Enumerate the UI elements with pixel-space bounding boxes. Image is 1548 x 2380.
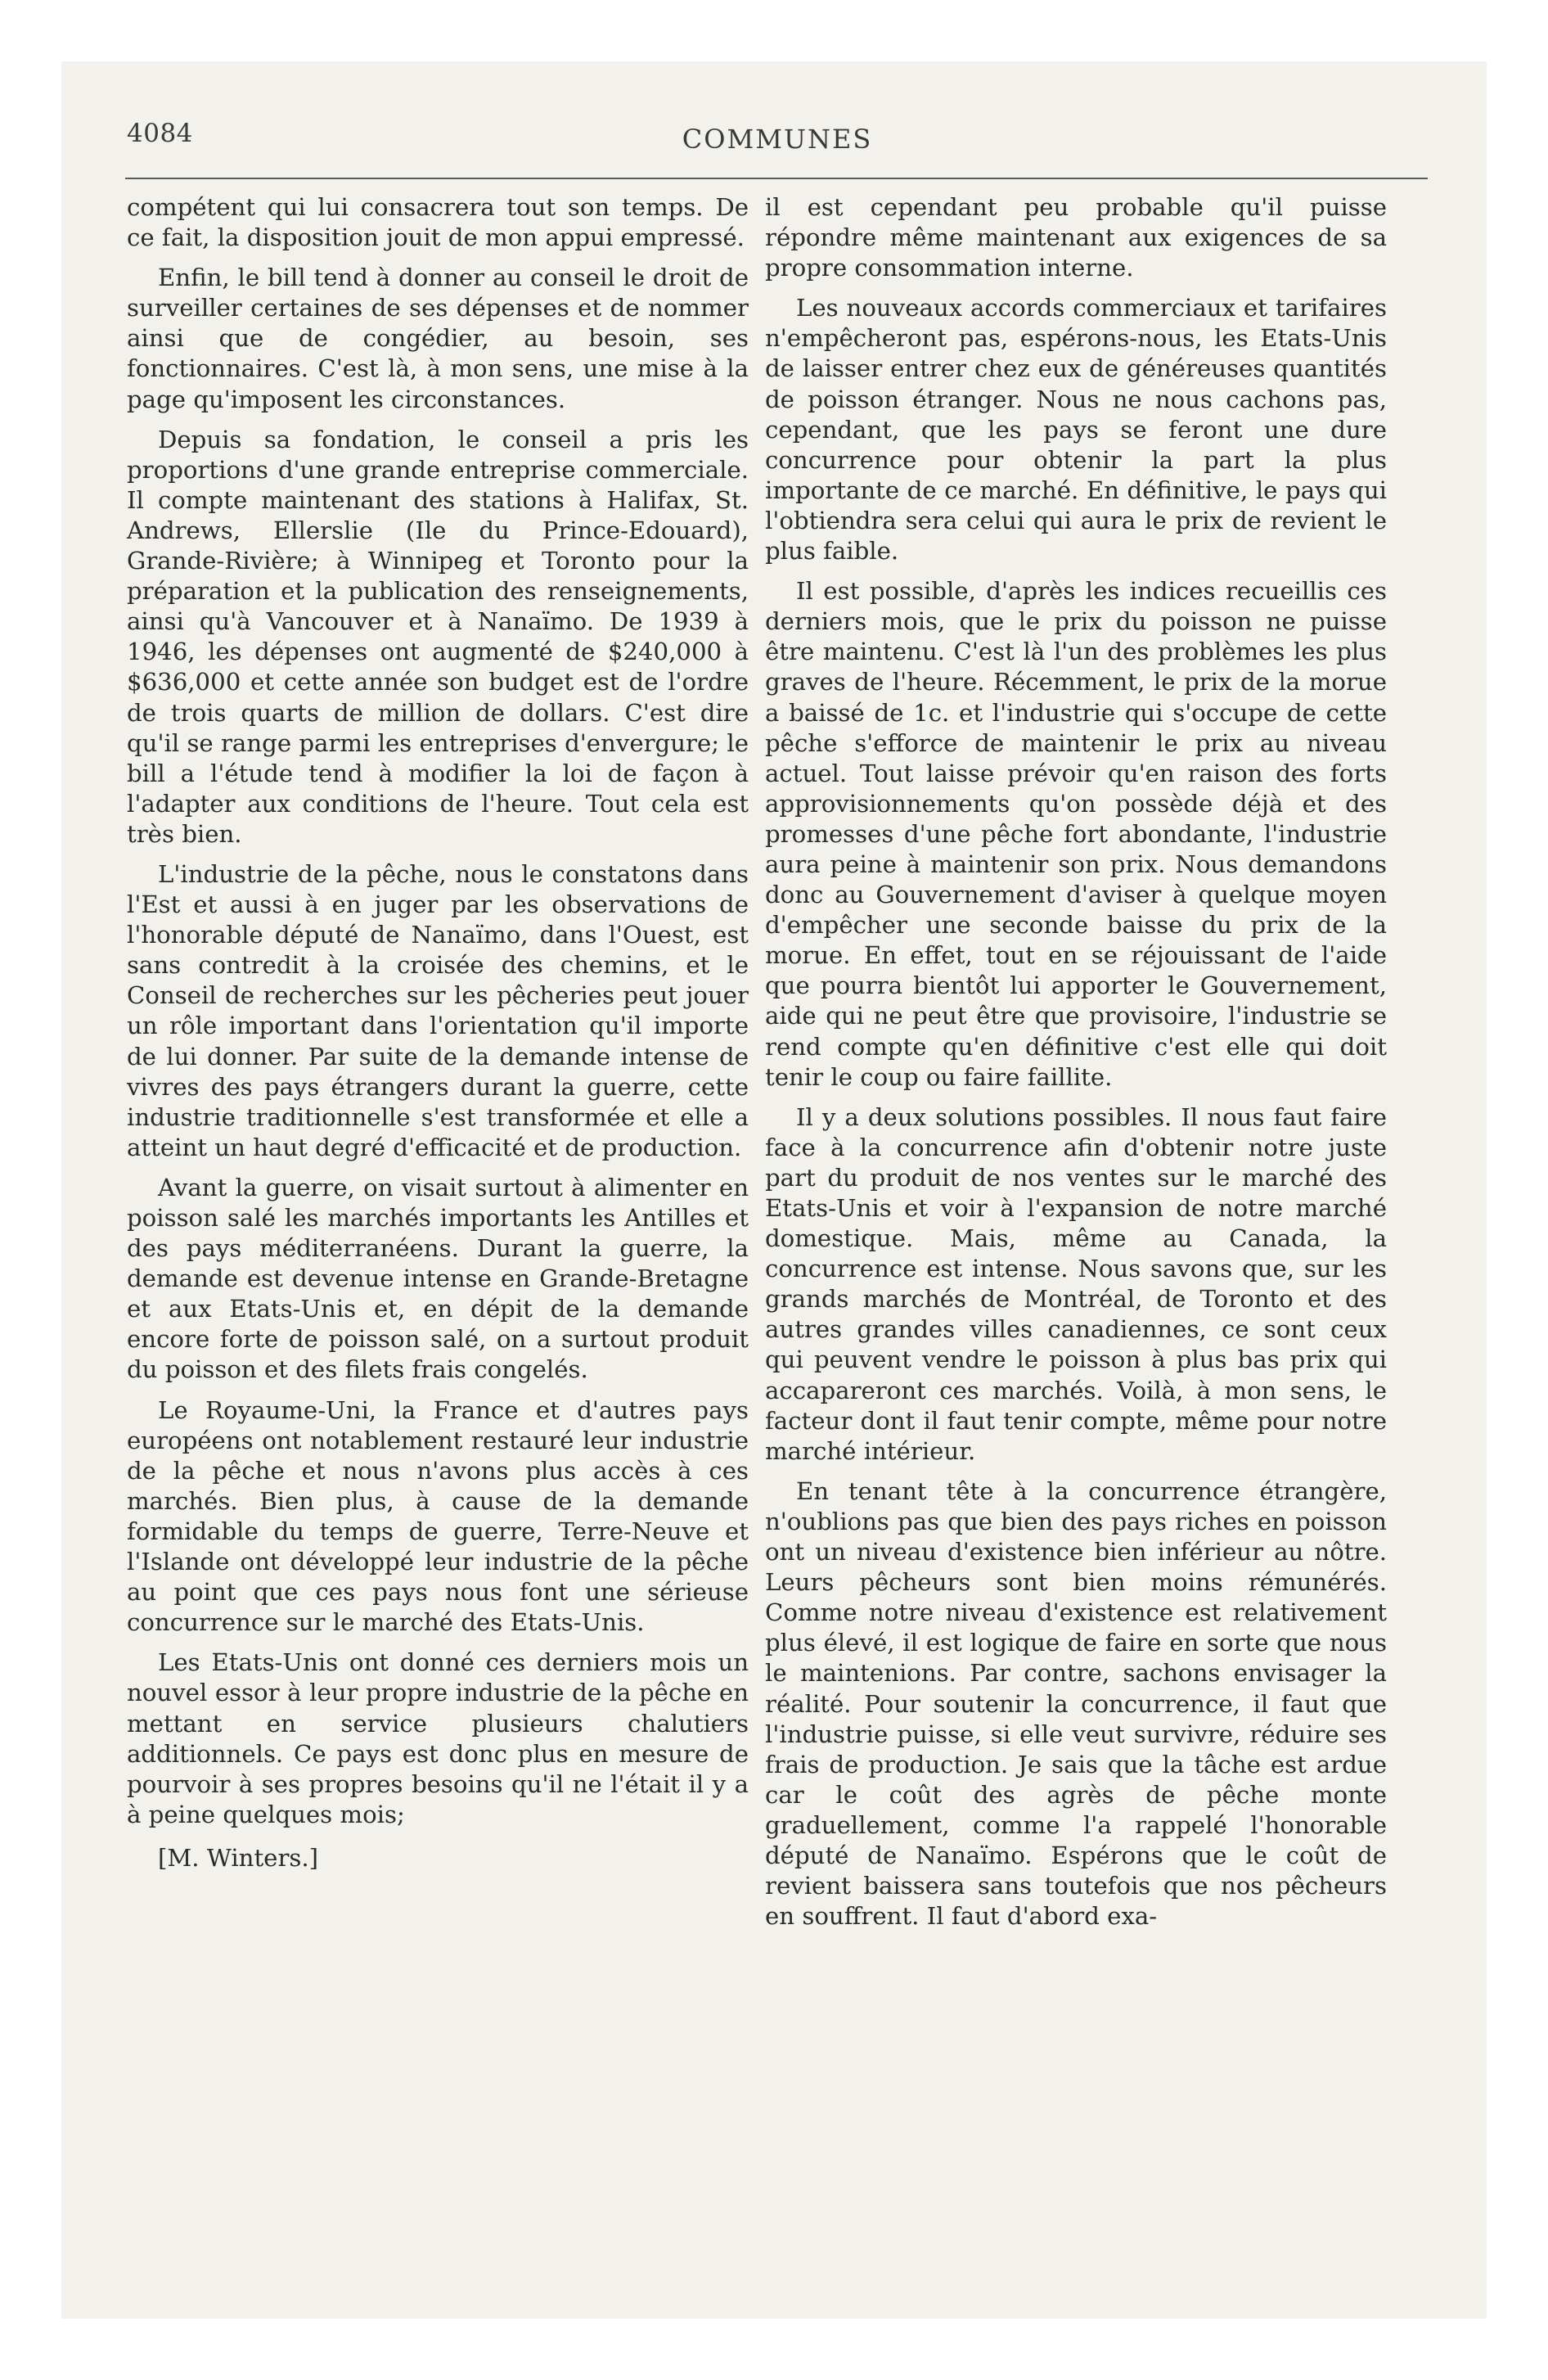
paragraph: Il est possible, d'après les indices recueillis ces derniers mois, que le prix du poisson ne puisse être maintenu. C'est là l'un des problèmes les plus graves de l'heure. Récemment, le prix de la morue a baissé de 1c. et l'industrie qui s'occupe de cette pêche s'efforce de maintenir le prix au niveau actuel. Tout laisse prévoir qu'en raison des forts approvisionnements qu'on possède déjà et des promesses d'une pêche fort abondante, l'industrie aura peine à maintenir son prix. Nous demandons donc au Gouvernement d'aviser à quelque moyen d'empêcher une seconde baisse du prix de la morue. En effet, tout en se réjouissant de l'aide que pourra bientôt lui apporter le Gouvernement, aide qui ne peut être que provisoire, l'industrie se rend compte qu'en définitive c'est elle qui doit tenir le coup ou faire faillite. [765, 577, 1387, 1091]
page-title: COMMUNES [682, 124, 873, 155]
paragraph: L'industrie de la pêche, nous le constatons dans l'Est et aussi à en juger par les observations de l'honorable député de Nanaïmo, dans l'Ouest, est sans contredit à la croisée des chemins, et le Conseil de recherches sur les pêcheries peut jouer un rôle important dans l'orientation qu'il importe de lui donner. Par suite de la demande intense de vivres des pays étrangers durant la guerre, cette industrie traditionnelle s'est transformée et elle a atteint un haut degré d'efficacité et de production. [127, 859, 749, 1161]
paragraph: compétent qui lui consacrera tout son temps. De ce fait, la disposition jouit de mon appui empressé. [127, 193, 749, 252]
paragraph: Les Etats-Unis ont donné ces derniers mois un nouvel essor à leur propre industrie de la pêche en mettant en service plusieurs chalutiers additionnels. Ce pays est donc plus en mesure de pourvoir à ses propres besoins qu'il ne l'était il y a à peine quelques mois; [127, 1648, 749, 1828]
header-rule [125, 178, 1428, 179]
paragraph: il est cependant peu probable qu'il puisse répondre même maintenant aux exigences de sa propre consommation interne. [765, 193, 1387, 282]
left-column [127, 192, 749, 1873]
right-column [765, 192, 1387, 1941]
paragraph: Les nouveaux accords commerciaux et tarifaires n'empêcheront pas, espérons-nous, les Etats-Unis de laisser entrer chez eux de généreuses quantités de poisson étranger. Nous ne nous cachons pas, cependant, que les pays se feront une dure concurrence pour obtenir la part la plus importante de ce marché. En définitive, le pays qui l'obtiendra sera celui qui aura le prix de revient le plus faible. [765, 294, 1387, 566]
paragraph: Le Royaume-Uni, la France et d'autres pays européens ont notablement restauré leur industrie de la pêche et nous n'avons plus accès à ces marchés. Bien plus, à cause de la demande formidable du temps de guerre, Terre-Neuve et l'Islande ont développé leur industrie de la pêche au point que ces pays nous font une sérieuse concurrence sur le marché des Etats-Unis. [127, 1395, 749, 1637]
speaker-attribution: [M. Winters.] [158, 1843, 319, 1872]
paragraph: Enfin, le bill tend à donner au conseil le droit de surveiller certaines de ses dépenses et de nommer ainsi que de congédier, au besoin, ses fonctionnaires. C'est là, à mon sens, une mise à la page qu'imposent les circonstances. [127, 264, 749, 413]
page-number: 4084 [127, 119, 193, 148]
paragraph: Depuis sa fondation, le conseil a pris les proportions d'une grande entreprise commerciale. Il compte maintenant des stations à Halifax, St. Andrews, Ellerslie (Ile du Prince-Edouard), Grande-Rivière; à Winnipeg et Toronto pour la préparation et la publication des renseignements, ainsi qu'à Vancouver et à Nanaïmo. De 1939 à 1946, les dépenses ont augmenté de $240,000 à $636,000 et cette année son budget est de l'ordre de trois quarts de million de dollars. C'est dire qu'il se range parmi les entreprises d'envergure; le bill a l'étude tend à modifier la loi de façon à l'adapter aux conditions de l'heure. Tout cela est très bien. [127, 425, 749, 848]
paragraph: Il y a deux solutions possibles. Il nous faut faire face à la concurrence afin d'obtenir notre juste part du produit de nos ventes sur le marché des Etats-Unis et voir à l'expansion de notre marché domestique. Mais, même au Canada, la concurrence est intense. Nous savons que, sur les grands marchés de Montréal, de Toronto et des autres grandes villes canadiennes, ce sont ceux qui peuvent vendre le poisson à plus bas prix qui accapareront ces marchés. Voilà, à mon sens, le facteur dont il faut tenir compte, même pour notre marché intérieur. [765, 1102, 1387, 1465]
scanned-page [61, 61, 1487, 2319]
paragraph: Avant la guerre, on visait surtout à alimenter en poisson salé les marchés importants les Antilles et des pays méditerranéens. Durant la guerre, la demande est devenue intense en Grande-Bretagne et aux Etats-Unis et, en dépit de la demande encore forte de poisson salé, on a surtout produit du poisson et des filets frais congelés. [127, 1173, 749, 1384]
page-header [127, 119, 1428, 168]
paragraph: En tenant tête à la concurrence étrangère, n'oublions pas que bien des pays riches en poisson ont un niveau d'existence bien inférieur au nôtre. Leurs pêcheurs sont bien moins rémunérés. Comme notre niveau d'existence est relativement plus élevé, il est logique de faire en sorte que nous le maintenions. Par contre, sachons envisager la réalité. Pour soutenir la concurrence, il faut que l'industrie puisse, si elle veut survivre, réduire ses frais de production. Je sais que la tâche est ardue car le coût des agrès de pêche monte graduellement, comme l'a rappelé l'honorable député de Nanaïmo. Espérons que le coût de revient baissera sans toutefois que nos pêcheurs en souffrent. Il faut d'abord exa- [765, 1476, 1387, 1931]
